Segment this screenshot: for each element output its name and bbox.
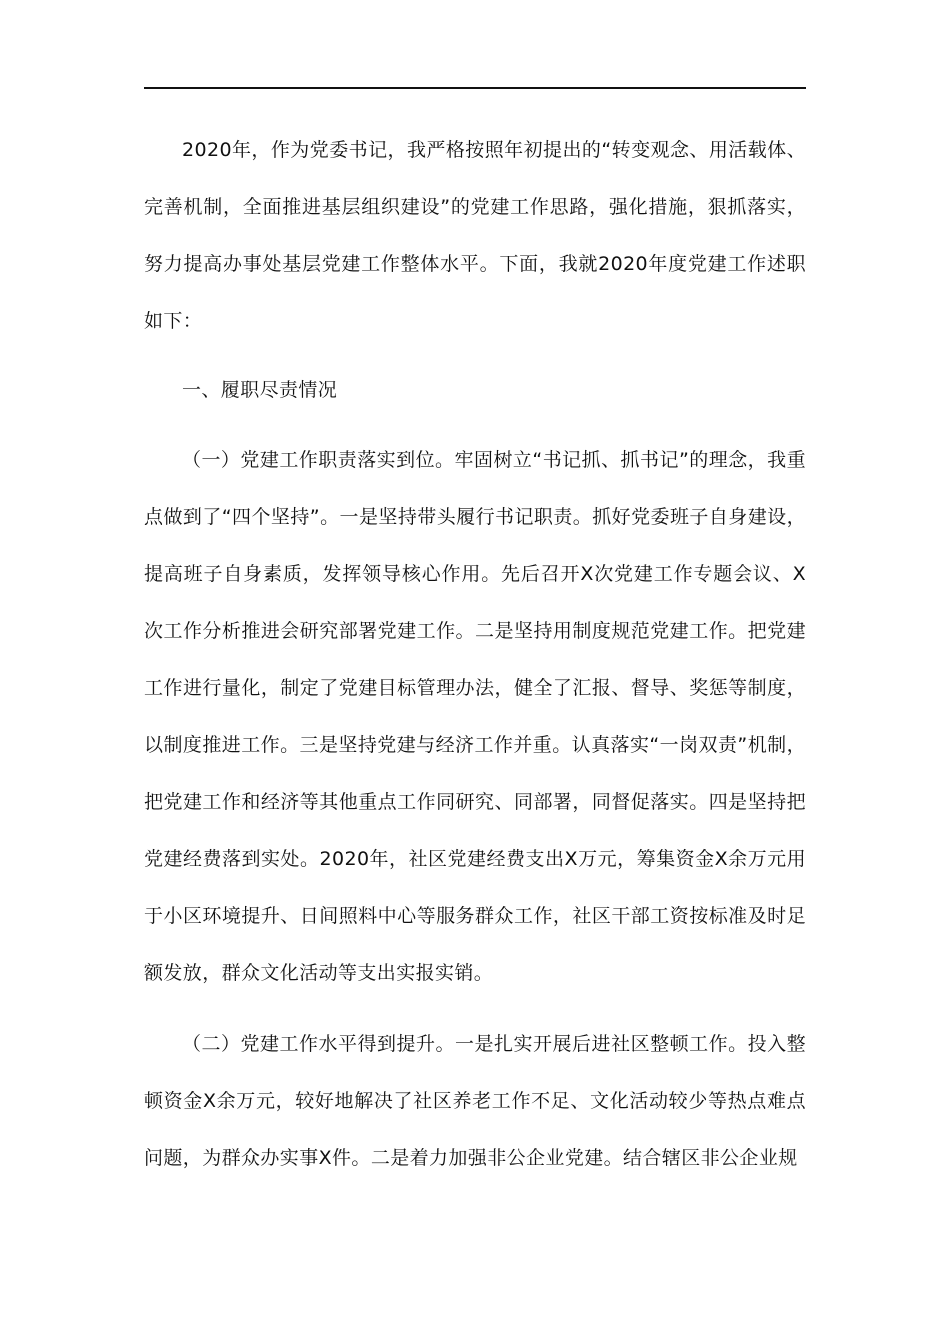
header-rule xyxy=(144,87,806,89)
paragraph-duties: （一）党建工作职责落实到位。牢固树立“书记抓、抓书记”的理念，我重点做到了“四个坚持”。一是坚持带头履行书记职责。抓好党委班子自身建设，提高班子自身素质，发挥领导核心作用。先后召开X次党建工作专题会议、X次工作分析推进会研究部署党建工作。二是坚持用制度规范党建工作。把党建工作进行量化，制定了党建目标管理办法，健全了汇报、督导、奖惩等制度，以制度推进工作。三是坚持党建与经济工作并重。认真落实“一岗双责”机制，把党建工作和经济等其他重点工作同研究、同部署，同督促落实。四是坚持把党建经费落到实处。2020年，社区党建经费支出X万元，筹集资金X余万元用于小区环境提升、日间照料中心等服务群众工作，社区干部工资按标准及时足额发放，群众文化活动等支出实报实销。 xyxy=(144,449,806,984)
paragraph-level: （二）党建工作水平得到提升。一是扎实开展后进社区整顿工作。投入整顿资金X余万元，较好地解决了社区养老工作不足、文化活动较少等热点难点问题，为群众办实事X件。二是着力加强非公企业党建。结合辖区非公企业规 xyxy=(144,1033,806,1169)
paragraph-intro: 2020年，作为党委书记，我严格按照年初提出的“转变观念、用活载体、完善机制，全面推进基层组织建设”的党建工作思路，强化措施，狠抓落实，努力提高办事处基层党建工作整体水平。下面，我就2020年度党建工作述职如下： xyxy=(144,139,806,332)
section-heading: 一、履职尽责情况 xyxy=(182,379,338,401)
